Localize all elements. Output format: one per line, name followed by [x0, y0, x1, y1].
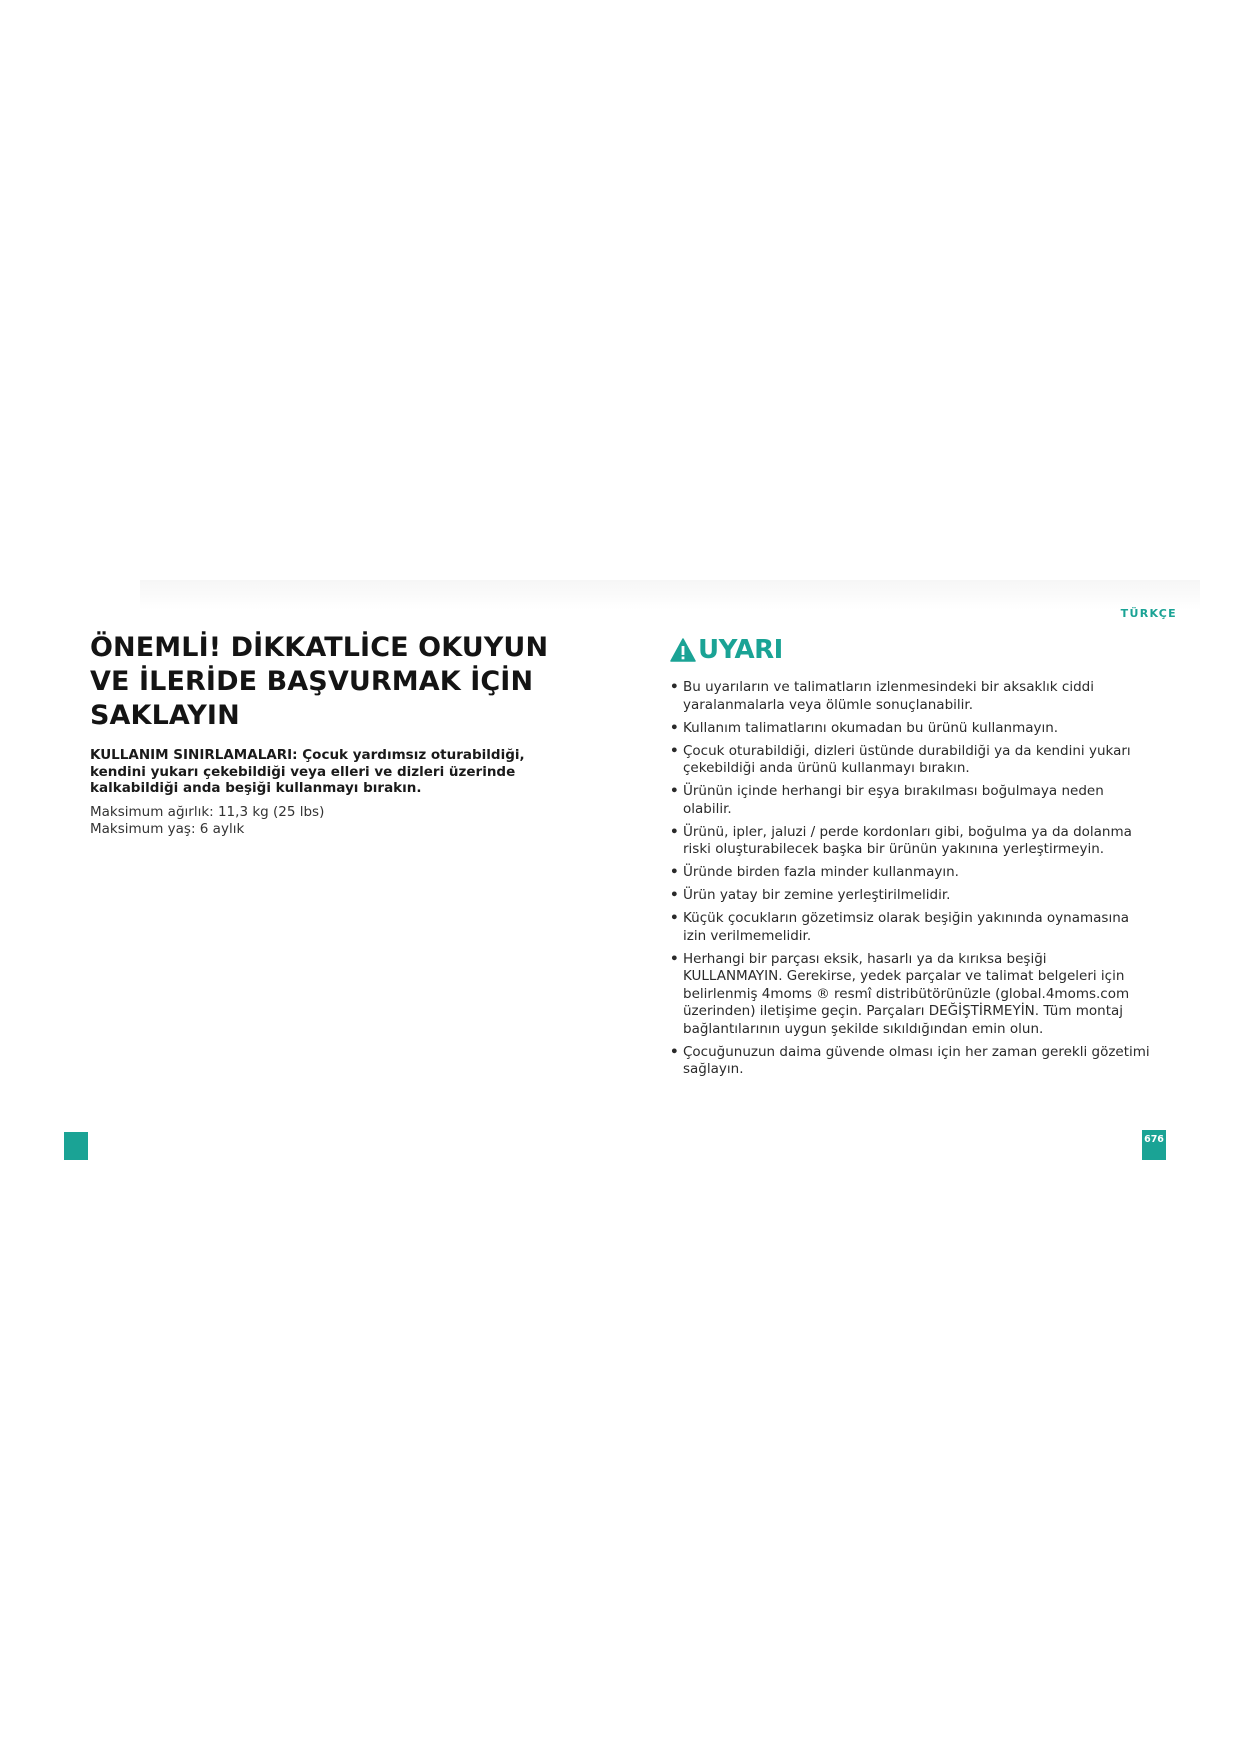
bullet-icon: • [670, 887, 679, 903]
list-item [670, 1044, 1150, 1079]
max-weight: Maksimum ağırlık: 11,3 kg (25 lbs) [90, 803, 325, 820]
usage-restrictions: KULLANIM SINIRLAMALARI: Çocuk yardımsız oturabildiği, kendini yukarı çekebildiği veya elleri ve dizleri üzerinde kalkabildiği anda beşiği kullanmayı bırakın. [90, 747, 525, 796]
list-item-text: Ürünün içinde herhangi bir eşya bırakılması boğulmaya neden olabilir. [683, 783, 1104, 817]
language-label: TÜRKÇE [1120, 607, 1177, 620]
bullet-icon: • [670, 1043, 679, 1060]
list-item [670, 864, 1150, 882]
list-item-text: Kullanım talimatlarını okumadan bu ürünü kullanmayın. [683, 719, 1059, 736]
product-specs [90, 804, 570, 838]
list-item-text: Çocuğunuzun daima güvende olması için her zaman gerekli gözetimi sağlayın. [683, 1043, 1150, 1077]
title-line: ÖNEMLİ! DİKKATLİCE OKUYUN [90, 632, 549, 663]
page-number: 676 [1142, 1130, 1166, 1160]
list-item-text: Bu uyarıların ve talimatların izlenmesindeki bir aksaklık ciddi yaralanmalarla veya ölümle sonuçlanabilir. [683, 679, 1094, 713]
list-item-text: Ürün yatay bir zemine yerleştirilmelidir. [683, 887, 951, 903]
bullet-icon: • [670, 783, 679, 799]
bullet-icon: • [670, 864, 679, 880]
warning-list [670, 679, 1150, 1079]
list-item [670, 783, 1150, 818]
bullet-icon: • [670, 950, 679, 967]
max-age: Maksimum yaş: 6 aylık [90, 820, 245, 837]
title-line: SAKLAYIN [90, 700, 240, 731]
list-item-text: Çocuk oturabildiği, dizleri üstünde durabildiği ya da kendini yukarı çekebildiği anda ürünü kullanmayı bırakın. [683, 742, 1131, 776]
warning-heading [670, 632, 1150, 668]
warning-section [670, 632, 1150, 1084]
list-item-text: Üründe birden fazla minder kullanmayın. [683, 864, 959, 880]
list-item [670, 720, 1150, 738]
warning-triangle-icon [670, 638, 696, 662]
bullet-icon: • [670, 679, 679, 695]
list-item [670, 743, 1150, 778]
list-item-text: Küçük çocukların gözetimsiz olarak beşiğin yakınında oynamasına izin verilmemelidir. [683, 910, 1130, 944]
list-item [670, 679, 1150, 714]
list-item [670, 910, 1150, 945]
title-line: VE İLERİDE BAŞVURMAK İÇİN [90, 666, 534, 697]
header-band [140, 580, 1200, 610]
bullet-icon: • [670, 823, 679, 840]
list-item-text: Ürünü, ipler, jaluzi / perde kordonları gibi, boğulma ya da dolanma riski oluşturabilecek başka bir ürünün yakınına yerleştirmeyin. [683, 823, 1132, 857]
section-marker [64, 1132, 88, 1160]
page-title [90, 631, 570, 733]
bullet-icon: • [670, 910, 679, 926]
list-item [670, 887, 1150, 905]
left-column [90, 631, 570, 838]
list-item [670, 824, 1150, 859]
list-item [670, 951, 1150, 1039]
warning-title: UYARI [698, 635, 783, 665]
bullet-icon: • [670, 742, 679, 759]
list-item-text: Herhangi bir parçası eksik, hasarlı ya da kırıksa beşiği KULLANMAYIN. Gerekirse, yedek parçalar ve talimat belgeleri için belirlenmiş 4moms ® resmî distribütörünüzle (global.4moms.com üzerinden) iletişime geçin. Parçaları DEĞİŞTİRMEYİN. Tüm montaj bağlantılarının uygun şekilde sıkıldığından emin olun. [683, 950, 1130, 1037]
bullet-icon: • [670, 719, 679, 736]
